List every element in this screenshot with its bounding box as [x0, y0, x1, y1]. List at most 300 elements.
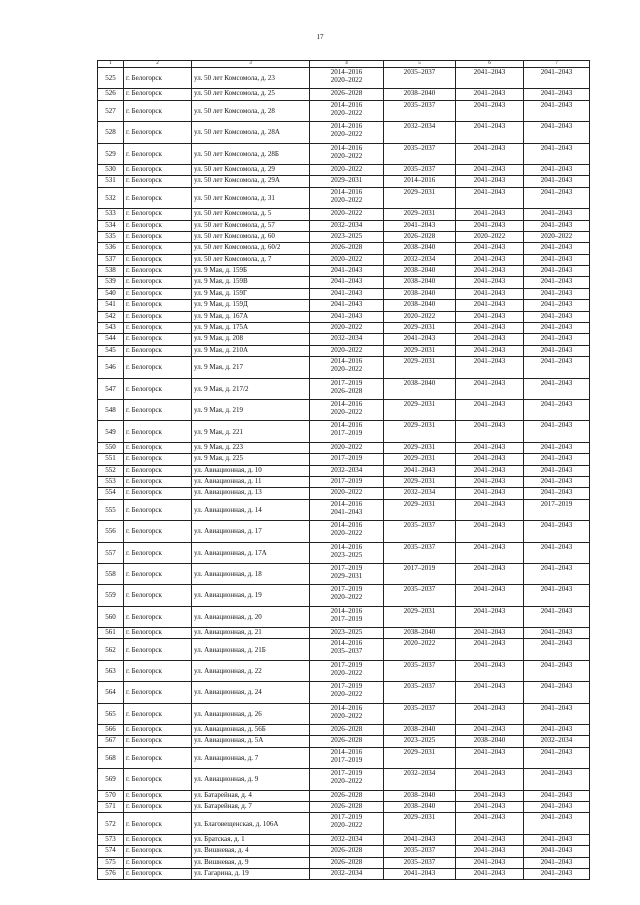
- city-cell: г. Белогорск: [124, 725, 192, 736]
- period-cell: 2041–2043: [456, 254, 524, 265]
- address-cell: ул. 9 Мая, д. 159Б: [192, 266, 310, 277]
- period-cell: 2041–2043: [524, 323, 590, 334]
- period-cell: 2020–2022: [524, 231, 590, 242]
- period-line: 2020–2022: [330, 442, 363, 451]
- period-line: 2020–2022: [330, 254, 363, 263]
- period-line: 2032–2034: [330, 868, 363, 877]
- city-cell: г. Белогорск: [124, 639, 192, 660]
- period-cell: [310, 266, 384, 277]
- period-cell: [310, 176, 384, 187]
- period-cell: 2041–2043: [524, 465, 590, 476]
- period-line: 2020–2022: [330, 529, 363, 538]
- period-cell: 2041–2043: [456, 300, 524, 311]
- period-line: 2020–2022: [330, 690, 363, 699]
- period-cell: 2041–2043: [456, 563, 524, 584]
- period-line: 2026–2028: [330, 243, 363, 252]
- city-cell: г. Белогорск: [124, 813, 192, 834]
- period-cell: 2041–2043: [456, 266, 524, 277]
- city-cell: г. Белогорск: [124, 176, 192, 187]
- table-row: [98, 300, 590, 311]
- row-number-cell: 573: [98, 834, 124, 845]
- period-cell: 2041–2043: [456, 790, 524, 801]
- city-cell: г. Белогорск: [124, 288, 192, 299]
- table-row: [98, 521, 590, 542]
- period-cell: [310, 220, 384, 231]
- city-cell: г. Белогорск: [124, 399, 192, 420]
- period-cell: 2035–2037: [384, 542, 456, 563]
- city-cell: г. Белогорск: [124, 660, 192, 681]
- period-line: 2026–2028: [330, 725, 363, 734]
- period-cell: 2041–2043: [524, 813, 590, 834]
- address-cell: ул. 9 Мая, д. 225: [192, 454, 310, 465]
- row-number-cell: 548: [98, 399, 124, 420]
- row-number-cell: 561: [98, 628, 124, 639]
- table-row: [98, 769, 590, 790]
- row-number-cell: 562: [98, 639, 124, 660]
- table-row: [98, 813, 590, 834]
- period-line: 2023–2025: [330, 628, 363, 637]
- period-cell: 2038–2040: [384, 628, 456, 639]
- row-number-cell: 554: [98, 488, 124, 499]
- period-cell: 2041–2043: [524, 442, 590, 453]
- period-cell: 2029–2031: [384, 421, 456, 442]
- city-cell: г. Белогорск: [124, 254, 192, 265]
- city-cell: г. Белогорск: [124, 801, 192, 812]
- period-cell: 2041–2043: [524, 801, 590, 812]
- city-cell: г. Белогорск: [124, 100, 192, 121]
- period-line: 2026–2028: [330, 386, 363, 395]
- city-cell: г. Белогорск: [124, 357, 192, 378]
- address-cell: ул. 9 Мая, д. 219: [192, 399, 310, 420]
- city-cell: г. Белогорск: [124, 421, 192, 442]
- period-cell: 2041–2043: [456, 357, 524, 378]
- city-cell: г. Белогорск: [124, 68, 192, 89]
- period-cell: 2041–2043: [524, 334, 590, 345]
- table-row: [98, 454, 590, 465]
- period-cell: 2041–2043: [524, 254, 590, 265]
- period-cell: 2041–2043: [524, 89, 590, 100]
- column-header: 1: [98, 61, 124, 68]
- period-cell: 2041–2043: [524, 660, 590, 681]
- table-row: [98, 143, 590, 164]
- period-cell: 2041–2043: [524, 300, 590, 311]
- row-number-cell: 571: [98, 801, 124, 812]
- period-cell: [310, 378, 384, 399]
- period-cell: 2038–2040: [384, 801, 456, 812]
- address-cell: ул. Авиационная, д. 7: [192, 747, 310, 768]
- city-cell: г. Белогорск: [124, 277, 192, 288]
- period-cell: 2041–2043: [524, 703, 590, 724]
- table-row: [98, 231, 590, 242]
- address-cell: ул. 9 Мая, д. 159Д: [192, 300, 310, 311]
- address-cell: ул. 9 Мая, д. 223: [192, 442, 310, 453]
- table-row: [98, 220, 590, 231]
- period-cell: [310, 542, 384, 563]
- row-number-cell: 536: [98, 243, 124, 254]
- row-number-cell: 540: [98, 288, 124, 299]
- period-cell: 2041–2043: [524, 378, 590, 399]
- address-cell: ул. 50 лет Комсомола, д. 5: [192, 209, 310, 220]
- table-row: [98, 68, 590, 89]
- address-cell: ул. Авиационная, д. 22: [192, 660, 310, 681]
- address-cell: ул. 9 Мая, д. 221: [192, 421, 310, 442]
- row-number-cell: 569: [98, 769, 124, 790]
- period-cell: 2041–2043: [456, 660, 524, 681]
- period-cell: [310, 563, 384, 584]
- table-row: [98, 846, 590, 857]
- period-cell: 2029–2031: [384, 606, 456, 627]
- period-cell: 2041–2043: [456, 164, 524, 175]
- city-cell: г. Белогорск: [124, 89, 192, 100]
- period-cell: 2041–2043: [456, 89, 524, 100]
- period-line: 2020–2022: [330, 365, 363, 374]
- table-row: [98, 421, 590, 442]
- period-line: 2041–2043: [330, 507, 363, 516]
- table-row: [98, 606, 590, 627]
- period-line: 2026–2028: [330, 857, 363, 866]
- address-cell: ул. Авиационная, д. 24: [192, 682, 310, 703]
- address-cell: ул. 9 Мая, д. 175А: [192, 323, 310, 334]
- period-cell: 2029–2031: [384, 442, 456, 453]
- period-line: 2017–2019: [330, 769, 363, 778]
- period-cell: 2035–2037: [384, 521, 456, 542]
- row-number-cell: 528: [98, 122, 124, 143]
- period-cell: [310, 682, 384, 703]
- city-cell: г. Белогорск: [124, 628, 192, 639]
- period-cell: [310, 311, 384, 322]
- row-number-cell: 570: [98, 790, 124, 801]
- city-cell: г. Белогорск: [124, 703, 192, 724]
- period-cell: 2041–2043: [456, 421, 524, 442]
- period-cell: 2041–2043: [524, 834, 590, 845]
- city-cell: г. Белогорск: [124, 521, 192, 542]
- table-row: [98, 682, 590, 703]
- period-cell: 2041–2043: [456, 585, 524, 606]
- address-cell: ул. Авиационная, д. 56Б: [192, 725, 310, 736]
- table-row: [98, 323, 590, 334]
- address-cell: ул. 50 лет Комсомола, д. 57: [192, 220, 310, 231]
- period-cell: [310, 801, 384, 812]
- period-line: 2020–2022: [330, 668, 363, 677]
- row-number-cell: 555: [98, 499, 124, 520]
- period-cell: 2041–2043: [524, 857, 590, 868]
- city-cell: г. Белогорск: [124, 790, 192, 801]
- period-line: 2014–2016: [330, 399, 363, 408]
- row-number-cell: 541: [98, 300, 124, 311]
- period-line: 2032–2034: [330, 834, 363, 843]
- period-cell: 2041–2043: [524, 563, 590, 584]
- table-row: [98, 334, 590, 345]
- address-cell: ул. 9 Мая, д. 159В: [192, 277, 310, 288]
- period-line: 2020–2022: [330, 777, 363, 786]
- period-cell: 2041–2043: [524, 122, 590, 143]
- address-cell: ул. Авиационная, д. 9: [192, 769, 310, 790]
- period-cell: 2032–2034: [384, 122, 456, 143]
- period-cell: [310, 288, 384, 299]
- row-number-cell: 531: [98, 176, 124, 187]
- period-cell: 2041–2043: [524, 311, 590, 322]
- address-cell: ул. Авиационная, д. 11: [192, 476, 310, 487]
- period-line: 2014–2016: [330, 606, 363, 615]
- row-number-cell: 533: [98, 209, 124, 220]
- period-cell: 2023–2025: [384, 736, 456, 747]
- period-cell: 2041–2043: [524, 868, 590, 879]
- period-line: 2020–2022: [330, 345, 363, 354]
- period-cell: 2041–2043: [456, 378, 524, 399]
- period-cell: 2041–2043: [456, 868, 524, 879]
- period-line: 2014–2016: [330, 639, 363, 648]
- page-number: 17: [316, 33, 324, 41]
- table-row: [98, 585, 590, 606]
- period-cell: 2041–2043: [456, 311, 524, 322]
- table-row: [98, 254, 590, 265]
- period-cell: 2041–2043: [456, 277, 524, 288]
- period-cell: 2041–2043: [456, 209, 524, 220]
- period-cell: 2035–2037: [384, 682, 456, 703]
- column-header: 2: [124, 61, 192, 68]
- period-cell: 2038–2040: [384, 300, 456, 311]
- address-cell: ул. Авиационная, д. 17: [192, 521, 310, 542]
- period-line: 2020–2022: [330, 108, 363, 117]
- period-cell: 2035–2037: [384, 100, 456, 121]
- period-line: 2041–2043: [330, 311, 363, 320]
- period-cell: [310, 747, 384, 768]
- table-row: [98, 100, 590, 121]
- period-cell: [310, 323, 384, 334]
- period-line: 2014–2016: [330, 421, 363, 430]
- address-cell: ул. Гагарина, д. 19: [192, 868, 310, 879]
- period-cell: [310, 769, 384, 790]
- period-cell: 2038–2040: [384, 725, 456, 736]
- address-cell: ул. 50 лет Комсомола, д. 31: [192, 187, 310, 208]
- period-line: 2041–2043: [330, 300, 363, 309]
- city-cell: г. Белогорск: [124, 682, 192, 703]
- period-cell: 2035–2037: [384, 585, 456, 606]
- period-line: 2020–2022: [330, 151, 363, 160]
- table-row: [98, 639, 590, 660]
- row-number-cell: 560: [98, 606, 124, 627]
- period-cell: 2029–2031: [384, 187, 456, 208]
- table-row: [98, 442, 590, 453]
- address-cell: ул. Авиационная, д. 21: [192, 628, 310, 639]
- row-number-cell: 558: [98, 563, 124, 584]
- table-row: [98, 801, 590, 812]
- period-line: 2020–2022: [330, 76, 363, 84]
- table-row: [98, 243, 590, 254]
- period-cell: [310, 345, 384, 356]
- period-cell: 2041–2043: [456, 639, 524, 660]
- period-cell: 2041–2043: [524, 790, 590, 801]
- column-header: 5: [384, 61, 456, 68]
- row-number-cell: 532: [98, 187, 124, 208]
- period-cell: 2038–2040: [384, 378, 456, 399]
- period-line: 2020–2022: [330, 593, 363, 602]
- period-cell: 2020–2022: [384, 311, 456, 322]
- city-cell: г. Белогорск: [124, 311, 192, 322]
- city-cell: г. Белогорск: [124, 187, 192, 208]
- period-cell: [310, 89, 384, 100]
- period-cell: 2041–2043: [456, 176, 524, 187]
- table-row: [98, 122, 590, 143]
- table-row: [98, 542, 590, 563]
- period-line: 2017–2019: [330, 813, 363, 822]
- address-cell: ул. Вишневая, д. 4: [192, 846, 310, 857]
- city-cell: г. Белогорск: [124, 499, 192, 520]
- period-cell: [310, 790, 384, 801]
- city-cell: г. Белогорск: [124, 323, 192, 334]
- period-cell: 2041–2043: [456, 499, 524, 520]
- table-row: [98, 357, 590, 378]
- period-line: 2029–2031: [330, 176, 363, 185]
- period-cell: 2041–2043: [524, 143, 590, 164]
- period-cell: [310, 334, 384, 345]
- period-cell: 2041–2043: [524, 209, 590, 220]
- row-number-cell: 543: [98, 323, 124, 334]
- city-cell: г. Белогорск: [124, 300, 192, 311]
- address-cell: ул. 50 лет Комсомола, д. 60/2: [192, 243, 310, 254]
- period-cell: 2041–2043: [456, 454, 524, 465]
- period-cell: 2029–2031: [384, 209, 456, 220]
- city-cell: г. Белогорск: [124, 334, 192, 345]
- period-cell: [310, 857, 384, 868]
- period-cell: 2041–2043: [456, 542, 524, 563]
- row-number-cell: 551: [98, 454, 124, 465]
- period-cell: 2041–2043: [384, 334, 456, 345]
- period-line: 2026–2028: [330, 790, 363, 799]
- city-cell: г. Белогорск: [124, 736, 192, 747]
- period-line: 2026–2028: [330, 89, 363, 98]
- period-cell: 2035–2037: [384, 857, 456, 868]
- period-cell: 2041–2043: [524, 100, 590, 121]
- table-row: [98, 703, 590, 724]
- table-row: [98, 834, 590, 845]
- row-number-cell: 535: [98, 231, 124, 242]
- period-cell: [310, 736, 384, 747]
- period-line: 2014–2016: [330, 357, 363, 366]
- period-cell: [310, 254, 384, 265]
- period-cell: 2041–2043: [456, 628, 524, 639]
- address-cell: ул. 50 лет Комсомола, д. 29А: [192, 176, 310, 187]
- address-cell: ул. 9 Мая, д. 167А: [192, 311, 310, 322]
- period-cell: 2038–2040: [384, 243, 456, 254]
- period-line: 2026–2028: [330, 846, 363, 855]
- period-line: 2041–2043: [330, 277, 363, 286]
- city-cell: г. Белогорск: [124, 465, 192, 476]
- period-cell: [310, 868, 384, 879]
- city-cell: г. Белогорск: [124, 476, 192, 487]
- period-cell: 2041–2043: [524, 682, 590, 703]
- period-cell: 2041–2043: [456, 442, 524, 453]
- period-cell: [310, 209, 384, 220]
- table-row: [98, 857, 590, 868]
- period-cell: 2041–2043: [456, 220, 524, 231]
- city-cell: г. Белогорск: [124, 378, 192, 399]
- period-cell: [310, 421, 384, 442]
- period-cell: 2035–2037: [384, 846, 456, 857]
- housing-schedule-table: [97, 60, 590, 880]
- address-cell: ул. Авиационная, д. 21Б: [192, 639, 310, 660]
- period-cell: 2029–2031: [384, 399, 456, 420]
- period-cell: 2041–2043: [456, 703, 524, 724]
- row-number-cell: 537: [98, 254, 124, 265]
- period-cell: [310, 243, 384, 254]
- table-row: [98, 209, 590, 220]
- city-cell: г. Белогорск: [124, 857, 192, 868]
- table-row: [98, 187, 590, 208]
- period-line: 2026–2028: [330, 801, 363, 810]
- row-number-cell: 552: [98, 465, 124, 476]
- period-cell: 2041–2043: [524, 542, 590, 563]
- period-cell: 2035–2037: [384, 143, 456, 164]
- period-cell: [310, 639, 384, 660]
- period-line: 2017–2019: [330, 476, 363, 485]
- period-cell: [310, 846, 384, 857]
- row-number-cell: 546: [98, 357, 124, 378]
- row-number-cell: 547: [98, 378, 124, 399]
- period-cell: [310, 476, 384, 487]
- period-cell: 2041–2043: [524, 488, 590, 499]
- period-cell: 2041–2043: [524, 220, 590, 231]
- table-row: [98, 736, 590, 747]
- period-line: 2020–2022: [330, 323, 363, 332]
- period-cell: 2038–2040: [384, 790, 456, 801]
- period-line: 2014–2016: [330, 703, 363, 712]
- period-cell: 2038–2040: [384, 277, 456, 288]
- period-line: 2020–2022: [330, 195, 363, 204]
- row-number-cell: 556: [98, 521, 124, 542]
- address-cell: ул. 50 лет Комсомола, д. 28: [192, 100, 310, 121]
- table-row: [98, 488, 590, 499]
- address-cell: ул. 50 лет Комсомола, д. 28Б: [192, 143, 310, 164]
- period-cell: 2020–2022: [384, 639, 456, 660]
- row-number-cell: 553: [98, 476, 124, 487]
- address-cell: ул. Авиационная, д. 20: [192, 606, 310, 627]
- period-cell: [310, 122, 384, 143]
- city-cell: г. Белогорск: [124, 868, 192, 879]
- period-cell: 2041–2043: [524, 288, 590, 299]
- period-cell: 2041–2043: [524, 639, 590, 660]
- period-cell: 2029–2031: [384, 813, 456, 834]
- row-number-cell: 564: [98, 682, 124, 703]
- row-number-cell: 566: [98, 725, 124, 736]
- period-cell: [310, 585, 384, 606]
- period-cell: 2026–2028: [384, 231, 456, 242]
- period-cell: 2038–2040: [456, 736, 524, 747]
- address-cell: ул. 50 лет Комсомола, д. 60: [192, 231, 310, 242]
- row-number-cell: 526: [98, 89, 124, 100]
- period-cell: 2041–2043: [524, 266, 590, 277]
- row-number-cell: 542: [98, 311, 124, 322]
- period-cell: 2041–2043: [456, 334, 524, 345]
- period-line: 2014–2016: [330, 68, 363, 76]
- city-cell: г. Белогорск: [124, 442, 192, 453]
- table-row: [98, 176, 590, 187]
- period-cell: 2041–2043: [384, 868, 456, 879]
- period-cell: 2032–2034: [524, 736, 590, 747]
- table-row: [98, 725, 590, 736]
- address-cell: ул. Авиационная, д. 17А: [192, 542, 310, 563]
- table-row: [98, 164, 590, 175]
- period-cell: 2035–2037: [384, 703, 456, 724]
- period-cell: 2041–2043: [524, 357, 590, 378]
- table-row: [98, 266, 590, 277]
- period-cell: [310, 231, 384, 242]
- city-cell: г. Белогорск: [124, 834, 192, 845]
- city-cell: г. Белогорск: [124, 231, 192, 242]
- period-cell: 2041–2043: [384, 834, 456, 845]
- table-row: [98, 628, 590, 639]
- period-cell: 2041–2043: [524, 68, 590, 89]
